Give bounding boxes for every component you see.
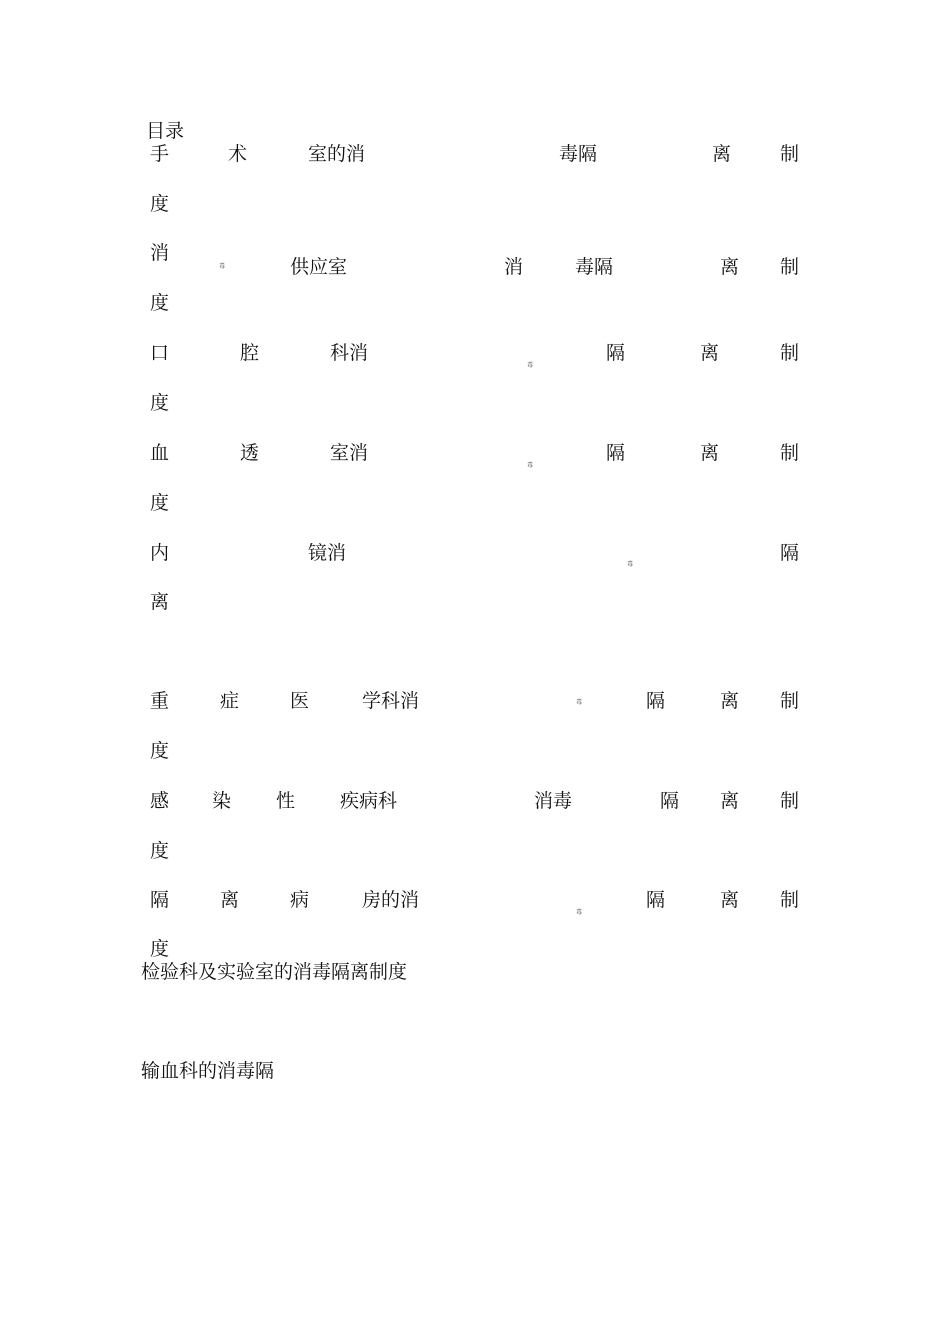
- toc-fragment: 医: [290, 690, 310, 712]
- toc-fragment: 制: [780, 790, 800, 812]
- toc-fragment: 术: [228, 143, 248, 165]
- toc-fragment: 隔: [646, 690, 666, 712]
- toc-fragment: 隔: [660, 790, 680, 812]
- toc-fragment: 室的消: [308, 143, 366, 165]
- toc-fragment: 度: [150, 938, 170, 960]
- toc-fragment-small: 毒: [527, 462, 534, 469]
- toc-fragment: 病: [290, 889, 310, 911]
- toc-fragment-small: 毒: [576, 909, 583, 916]
- toc-fragment-small: 毒: [627, 561, 634, 568]
- toc-fragment-small: 毒: [527, 362, 534, 369]
- toc-fragment: 离: [700, 342, 720, 364]
- toc-fragment: 制: [780, 256, 800, 278]
- toc-fragment: 染: [212, 790, 232, 812]
- toc-fragment: 离: [720, 790, 740, 812]
- toc-fragment: 内: [150, 542, 170, 564]
- toc-fragment-small: 毒: [576, 699, 583, 706]
- toc-fragment: 离: [720, 256, 740, 278]
- toc-fragment: 隔: [606, 342, 626, 364]
- toc-fragment: 疾病科: [340, 790, 398, 812]
- toc-fragment: 室消: [330, 442, 369, 464]
- toc-fragment: 制: [780, 342, 800, 364]
- toc-fragment: 隔: [606, 442, 626, 464]
- toc-fragment: 隔: [150, 889, 170, 911]
- toc-entry-laboratory[interactable]: 检验科及实验室的消毒隔离制度: [141, 961, 408, 983]
- toc-fragment: 隔: [646, 889, 666, 911]
- toc-fragment: 度: [150, 392, 170, 414]
- toc-fragment: 毒隔: [575, 256, 614, 278]
- toc-fragment: 毒隔: [559, 143, 598, 165]
- toc-fragment: 离: [720, 889, 740, 911]
- toc-fragment: 症: [220, 690, 240, 712]
- toc-fragment: 制: [780, 889, 800, 911]
- toc-heading: 目录: [146, 120, 185, 142]
- toc-fragment: 离: [700, 442, 720, 464]
- toc-fragment: 感: [150, 790, 170, 812]
- toc-fragment: 度: [150, 292, 170, 314]
- toc-fragment: 透: [240, 442, 260, 464]
- toc-fragment: 度: [150, 193, 170, 215]
- toc-fragment: 重: [150, 690, 170, 712]
- toc-fragment: 消: [504, 256, 524, 278]
- toc-fragment: 制: [780, 143, 800, 165]
- toc-fragment: 供应室: [290, 256, 348, 278]
- toc-fragment: 度: [150, 740, 170, 762]
- toc-fragment: 镜消: [308, 542, 347, 564]
- toc-fragment: 离: [150, 591, 170, 613]
- toc-entry-blood-transfusion[interactable]: 输血科的消毒隔: [141, 1060, 275, 1082]
- toc-fragment: 消毒: [534, 790, 573, 812]
- toc-fragment: 消: [150, 242, 170, 264]
- toc-fragment: 手: [150, 143, 170, 165]
- toc-fragment: 离: [712, 143, 732, 165]
- toc-fragment: 制: [780, 442, 800, 464]
- toc-fragment: 离: [720, 690, 740, 712]
- toc-fragment: 离: [220, 889, 240, 911]
- toc-fragment: 度: [150, 840, 170, 862]
- toc-fragment: 性: [276, 790, 296, 812]
- toc-fragment: 血: [150, 442, 170, 464]
- toc-fragment: 房的消: [362, 889, 420, 911]
- toc-fragment: 隔: [780, 542, 800, 564]
- toc-fragment-small: 毒: [219, 263, 226, 270]
- toc-fragment: 口: [150, 342, 170, 364]
- toc-fragment: 腔: [240, 342, 260, 364]
- toc-fragment: 学科消: [362, 690, 420, 712]
- toc-fragment: 科消: [330, 342, 369, 364]
- toc-fragment: 度: [150, 492, 170, 514]
- toc-fragment: 制: [780, 690, 800, 712]
